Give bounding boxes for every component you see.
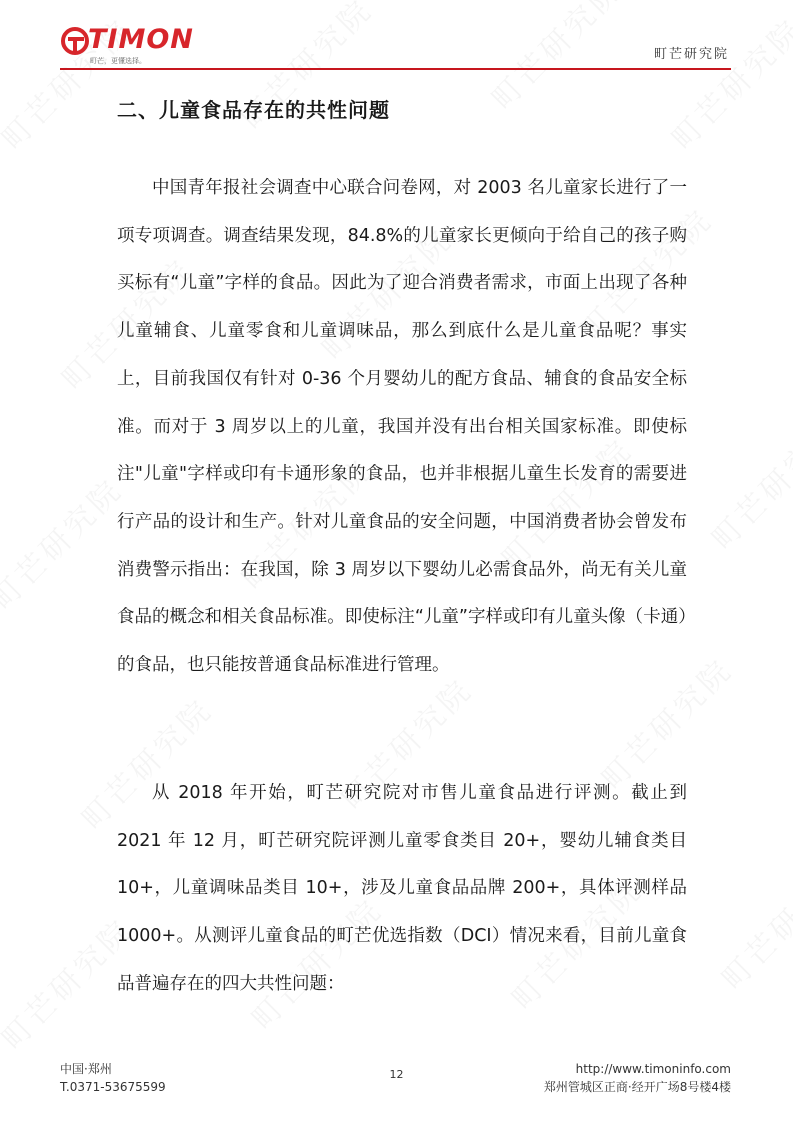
watermark-text (0, 466, 131, 617)
logo-tagline: 町芒，更懂选择。 (90, 57, 146, 65)
footer-address: 郑州管城区正商·经开广场8号楼4楼 (543, 1080, 731, 1094)
logo-wordmark: TIMON (88, 24, 194, 55)
footer-phone: T.0371-53675599 (60, 1080, 166, 1094)
header-org-name: 町芒研究院 (653, 47, 729, 62)
paragraph-survey: 中国青年报社会调查中心联合问卷网，对 2003 名儿童家长进行了一项专项调查。调查结果发现，84.8%的儿童家长更倾向于给自己的孩子购买标有“儿童”字样的食品。因此为了迎合消费者需求，市面上出现了各种儿童辅食、儿童零食和儿童调味品，那么到底什么是儿童食品呢？事实上，目前我国仅有针对 0-36 个月婴幼儿的配方食品、辅食的食品安全标准。而对于 3 周岁以上的儿童，我国并没有出台相关国家标准。即使标注"儿童"字样或印有卡通形象的食品，也并非根据儿童生长发育的需要进行产品的设计和生产。针对儿童食品的安全问题，中国消费者协会曾发布消费警示指出：在我国，除 3 周岁以下婴幼儿必需食品外，尚无有关儿童食品的概念和相关食品标准。即使标注“儿童”字样或印有儿童头像（卡通）的食品，也只能按普通食品标准进行管理。 (117, 178, 687, 676)
section-title: 二、儿童食品存在的共性问题 (117, 98, 390, 122)
header-divider (60, 68, 731, 70)
footer-address-block (544, 1060, 731, 1096)
timon-logo (60, 22, 194, 65)
watermark-text (659, 6, 793, 157)
watermark-text (699, 406, 793, 557)
paragraph-evaluation: 从 2018 年开始，町芒研究院对市售儿童食品进行评测。截止到 2021 年 12 月，町芒研究院评测儿童零食类目 20+，婴幼儿辅食类目 10+，儿童调味品类目 10+，涉及儿童食品品牌 200+，具体评测样品 1000+。从测评儿童食品的町芒优选指数（DCI）情况来看，目前儿童食品普遍存在的四大共性问题： (117, 783, 687, 994)
watermark-text (479, 0, 630, 118)
watermark-text (709, 846, 793, 997)
page-number: 12 (389, 1068, 404, 1081)
footer-city: 中国·郑州 (60, 1062, 112, 1076)
footer-website-link[interactable]: http://www.timoninfo.com (575, 1062, 731, 1076)
logo-mark-icon (60, 26, 90, 56)
